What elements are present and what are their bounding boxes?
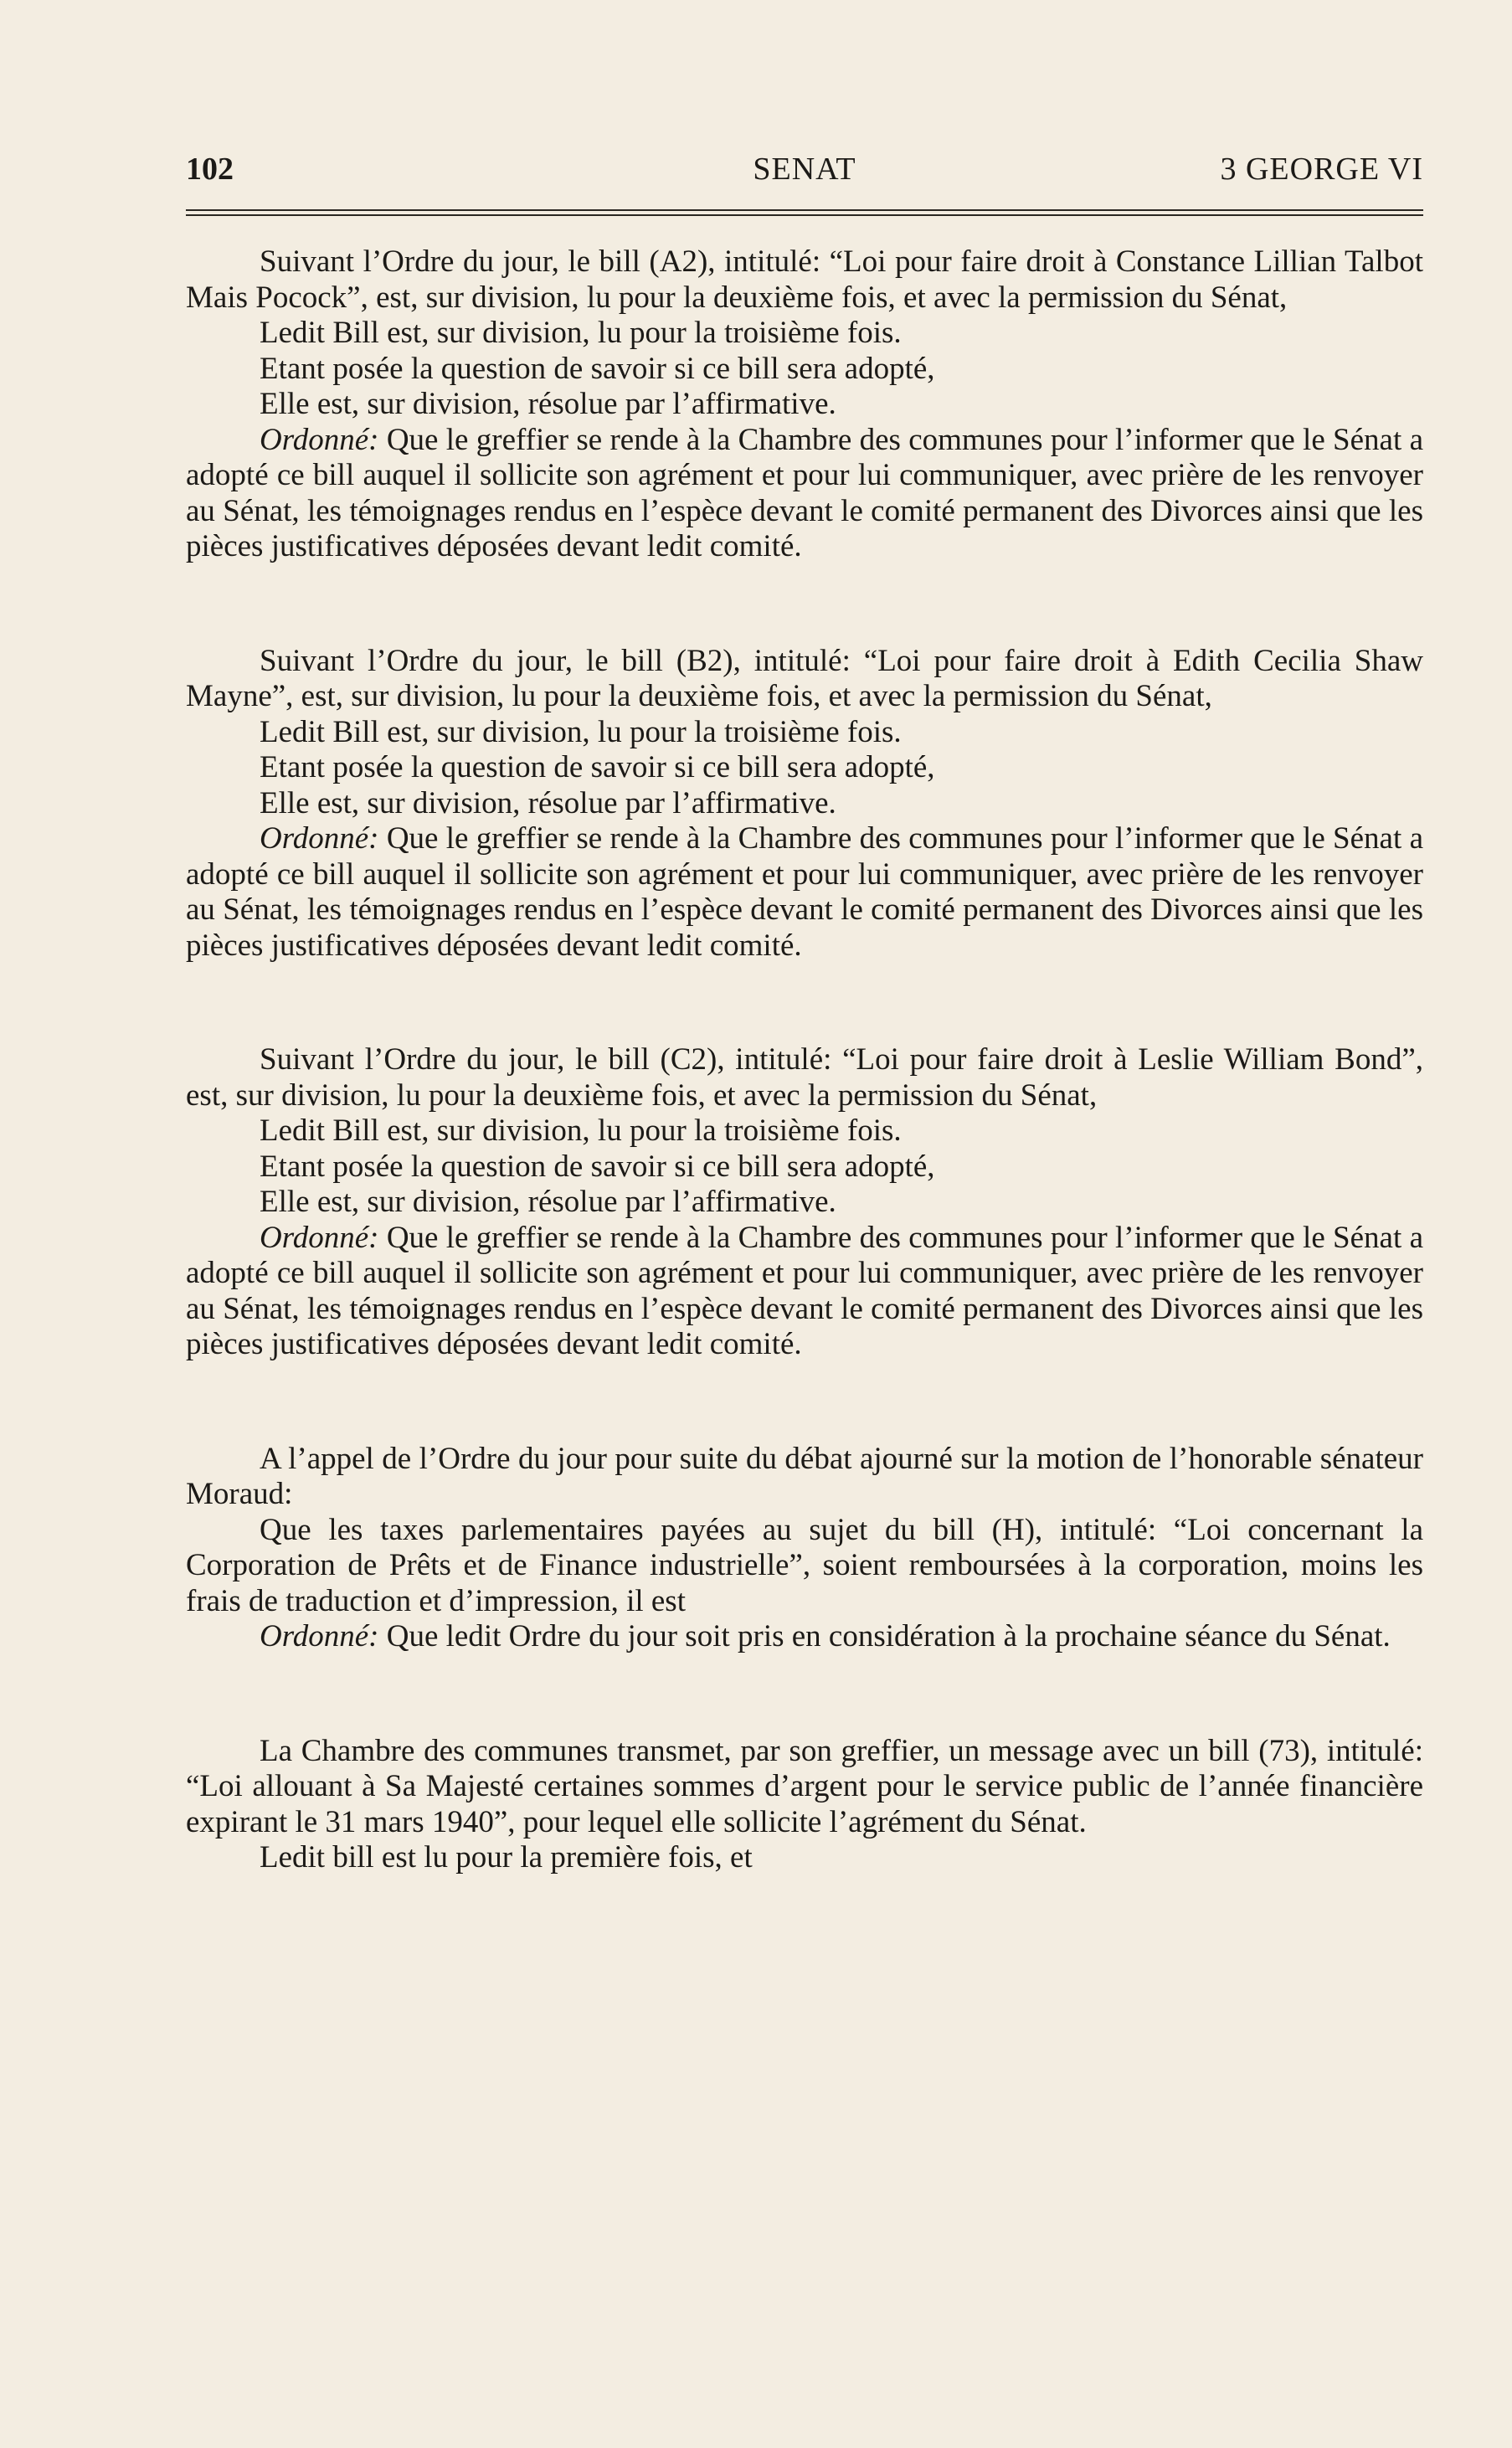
paragraph: Ledit bill est lu pour la première fois, et [260, 1840, 753, 1875]
order-text: Que le greffier se rende à la Chambre des communes pour l’informer que le Sénat a adopté ce bill auquel il sollicite son agrément et pour lui communiquer, avec prière de les renvoyer au Sénat, les témoignages rendus en l’espèce devant le comité permanent des Divorces ainsi que les pièces justificatives déposées devant ledit comité. [186, 422, 1423, 563]
paragraph: Ledit Bill est, sur division, lu pour la troisième fois. [260, 714, 902, 749]
order-paragraph [186, 423, 1423, 565]
paragraph: Etant posée la question de savoir si ce bill sera adopté, [260, 750, 935, 784]
order-text: Que le greffier se rende à la Chambre des communes pour l’informer que le Sénat a adopté ce bill auquel il sollicite son agrément et pour lui communiquer, avec prière de les renvoyer au Sénat, les témoignages rendus en l’espèce devant le comité permanent des Divorces ainsi que les pièces justificatives déposées devant ledit comité. [186, 1220, 1423, 1361]
paragraph: Elle est, sur division, résolue par l’affirmative. [260, 785, 836, 820]
order-label: Ordonné: [260, 1619, 379, 1653]
session-label: 3 GEORGE VI [1220, 152, 1423, 187]
paragraph: Que les taxes parlementaires payées au sujet du bill (H), intitulé: “Loi concernant la Corporation de Prêts et de Finance industrielle”, soient remboursées à la corporation, moins les frais de traduction et d’impression, il est [186, 1512, 1423, 1618]
header-rule-bottom [186, 214, 1423, 216]
page-number: 102 [186, 152, 234, 187]
paragraph: Elle est, sur division, résolue par l’affirmative. [260, 1185, 836, 1219]
order-text: Que ledit Ordre du jour soit pris en considération à la prochaine séance du Sénat. [386, 1619, 1391, 1653]
order-paragraph [186, 821, 1423, 964]
paragraph: La Chambre des communes transmet, par son greffier, un message avec un bill (73), intitulé: “Loi allouant à Sa Majesté certaines sommes d’argent pour le service public de l’année financière expirant le 31 mars 1940”, pour lequel elle sollicite l’agrément du Sénat. [186, 1733, 1423, 1839]
paragraph: Etant posée la question de savoir si ce bill sera adopté, [260, 351, 935, 386]
running-title: SENAT [753, 152, 856, 187]
section-motion-moraud [186, 1442, 1423, 1655]
document-page [186, 151, 1423, 1876]
paragraph: Suivant l’Ordre du jour, le bill (B2), intitulé: “Loi pour faire droit à Edith Cecilia Shaw Mayne”, est, sur division, lu pour la deuxième fois, et avec la permission du Sénat, [186, 643, 1423, 713]
paragraph: Suivant l’Ordre du jour, le bill (C2), intitulé: “Loi pour faire droit à Leslie William Bond”, est, sur division, lu pour la deuxième fois, et avec la permission du Sénat, [186, 1042, 1423, 1113]
running-header [186, 151, 1423, 198]
section-bill-b2 [186, 644, 1423, 964]
section-bill-73 [186, 1734, 1423, 1876]
section-bill-c2 [186, 1042, 1423, 1363]
paragraph: Ledit Bill est, sur division, lu pour la troisième fois. [260, 1113, 902, 1148]
order-text: Que le greffier se rende à la Chambre des communes pour l’informer que le Sénat a adopté ce bill auquel il sollicite son agrément et pour lui communiquer, avec prière de les renvoyer au Sénat, les témoignages rendus en l’espèce devant le comité permanent des Divorces ainsi que les pièces justificatives déposées devant ledit comité. [186, 821, 1423, 963]
order-label: Ordonné: [260, 821, 379, 856]
paragraph: Suivant l’Ordre du jour, le bill (A2), intitulé: “Loi pour faire droit à Constance Lillian Talbot Mais Pocock”, est, sur division, lu pour la deuxième fois, et avec la permission du Sénat, [186, 244, 1423, 315]
paragraph: Ledit Bill est, sur division, lu pour la troisième fois. [260, 316, 902, 350]
order-paragraph [186, 1221, 1423, 1363]
paragraph: Etant posée la question de savoir si ce bill sera adopté, [260, 1149, 935, 1184]
order-label: Ordonné: [260, 422, 379, 457]
header-rule-top [186, 209, 1423, 211]
order-paragraph [186, 1619, 1423, 1655]
order-label: Ordonné: [260, 1220, 379, 1255]
section-bill-a2 [186, 244, 1423, 565]
paragraph: A l’appel de l’Ordre du jour pour suite du débat ajourné sur la motion de l’honorable sénateur Moraud: [186, 1441, 1423, 1511]
paragraph: Elle est, sur division, résolue par l’affirmative. [260, 387, 836, 421]
